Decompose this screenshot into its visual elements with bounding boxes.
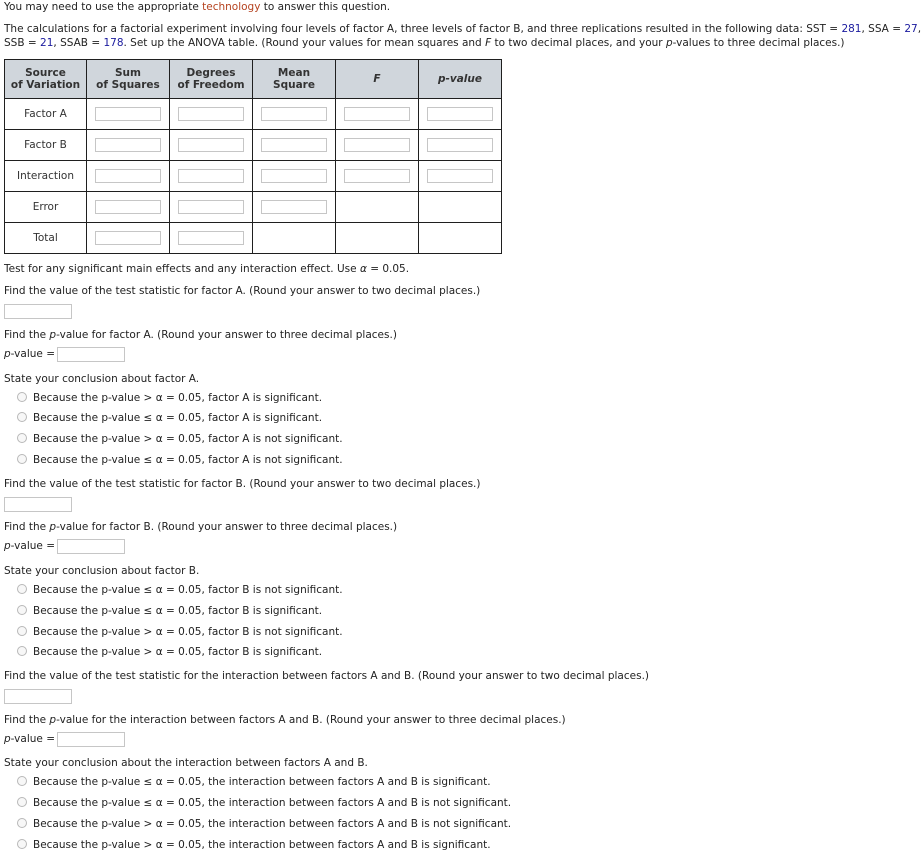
question-p-factor-b [4,521,397,533]
problem-text: . Set up the ANOVA table. (Round your values for mean squares and [123,37,486,49]
alpha-symbol: α [359,263,367,275]
f-factor-b-input[interactable] [344,138,410,152]
question-text: Find the [4,329,50,341]
option-label: Because the p-value > α = 0.05, factor A is not significant. [33,433,343,445]
df-factor-a-input[interactable] [178,107,244,121]
header-source [5,60,87,99]
instruction-text [4,0,390,15]
option-label: Because the p-value ≤ α = 0.05, factor B is not significant. [33,584,343,596]
df-factor-b-input[interactable] [178,138,244,152]
option-label: Because the p-value ≤ α = 0.05, factor B is significant. [33,605,323,617]
radio-option-ab-3[interactable] [17,818,511,831]
question-text: -value for factor A. (Round your answer to three decimal places.) [56,329,397,341]
f-symbol: F [485,37,492,49]
radio-option-a-3[interactable] [17,433,343,446]
header-degrees-of-freedom [170,60,253,99]
p-value-factor-b-input[interactable] [57,539,125,554]
p-value-label [4,733,55,745]
question-stat-factor-a: Find the value of the test statistic for factor A. (Round your answer to two decimal places.) [4,285,481,297]
ss-factor-b-input[interactable] [95,138,161,152]
f-factor-a-input[interactable] [344,107,410,121]
header-line: Source [25,67,66,79]
cell [253,192,336,223]
label-text: -value = [10,540,55,552]
test-text: Test for any significant main effects and any interaction effect. Use [4,263,360,275]
radio-option-ab-1[interactable] [17,776,491,789]
cell [336,161,419,192]
header-line: Square [273,79,315,91]
question-conclusion-factor-a: State your conclusion about factor A. [4,373,200,385]
cell [87,161,170,192]
stat-factor-a-input[interactable] [4,304,72,319]
radio-button[interactable] [17,776,27,786]
question-p-factor-a [4,329,397,341]
stat-interaction-input[interactable] [4,689,72,704]
radio-button[interactable] [17,454,27,464]
problem-text: -values to three decimal places.) [672,37,845,49]
radio-button[interactable] [17,839,27,849]
p-symbol: p [4,733,11,745]
radio-option-a-2[interactable] [17,412,322,425]
ms-factor-b-input[interactable] [261,138,327,152]
cell [419,99,502,130]
anova-header-row [5,60,502,99]
radio-button[interactable] [17,392,27,402]
sst-value: 281 [841,23,862,35]
cell [419,161,502,192]
option-label: Because the p-value ≤ α = 0.05, factor A is not significant. [33,454,343,466]
ms-error-input[interactable] [261,200,327,214]
label-text: -value = [10,733,55,745]
label-text: -value = [10,348,55,360]
header-line: Mean [277,67,311,79]
p-value-factor-a-input[interactable] [57,347,125,362]
radio-button[interactable] [17,412,27,422]
empty-cell [336,192,419,223]
radio-button[interactable] [17,584,27,594]
radio-option-a-4[interactable] [17,454,343,467]
radio-button[interactable] [17,605,27,615]
option-label: Because the p-value ≤ α = 0.05, the interaction between factors A and B is significant. [33,776,491,788]
cell [87,192,170,223]
p-symbol: p [4,348,11,360]
cell [253,130,336,161]
df-interaction-input[interactable] [178,169,244,183]
ssa-value: 27 [904,23,918,35]
cell [170,161,253,192]
option-label: Because the p-value ≤ α = 0.05, the interaction between factors A and B is not significant. [33,797,512,809]
option-label: Because the p-value > α = 0.05, factor B is not significant. [33,626,343,638]
problem-text: , SSA = [861,23,905,35]
ms-interaction-input[interactable] [261,169,327,183]
instruction-suffix: to answer this question. [260,1,391,13]
f-interaction-input[interactable] [344,169,410,183]
row-label: Interaction [5,161,87,192]
row-label: Factor B [5,130,87,161]
option-label: Because the p-value > α = 0.05, the interaction between factors A and B is not significant. [33,818,512,830]
cell [87,130,170,161]
header-line: Degrees [186,67,236,79]
ss-total-input[interactable] [95,231,161,245]
cell [253,99,336,130]
p-symbol: p [49,714,57,726]
table-row-interaction [5,161,502,192]
ss-error-input[interactable] [95,200,161,214]
test-instruction [4,263,409,275]
df-error-input[interactable] [178,200,244,214]
cell [170,130,253,161]
header-line: p-value [438,73,482,85]
alpha-value: = 0.05. [366,263,410,275]
p-symbol: p [4,540,11,552]
header-line: of Variation [10,79,81,91]
header-sum-of-squares [87,60,170,99]
option-label: Because the p-value > α = 0.05, the interaction between factors A and B is significant. [33,839,491,851]
radio-button[interactable] [17,433,27,443]
row-label: Factor A [5,99,87,130]
header-line: Sum [115,67,141,79]
radio-button[interactable] [17,797,27,807]
p-symbol: p [665,37,673,49]
radio-option-b-3[interactable] [17,626,343,639]
problem-statement-line1 [4,22,921,37]
p-factor-a-input[interactable] [427,107,493,121]
radio-option-b-2[interactable] [17,605,322,618]
empty-cell [253,223,336,254]
instruction-prefix: You may need to use the appropriate [4,1,203,13]
ss-factor-a-input[interactable] [95,107,161,121]
radio-option-b-4[interactable] [17,646,322,659]
question-text: Find the [4,521,50,533]
header-f [336,60,419,99]
stat-factor-b-input[interactable] [4,497,72,512]
cell [87,223,170,254]
cell [170,99,253,130]
p-symbol: p [49,329,57,341]
anova-table [4,59,502,254]
radio-button[interactable] [17,626,27,636]
row-label: Total [5,223,87,254]
ss-interaction-input[interactable] [95,169,161,183]
header-p-value [419,60,502,99]
table-row-total [5,223,502,254]
question-text: -value for factor B. (Round your answer to three decimal places.) [56,521,398,533]
p-symbol: p [49,521,57,533]
question-text: Find the [4,714,50,726]
header-line: of Freedom [177,79,245,91]
cell [253,161,336,192]
problem-statement-line2 [4,36,845,51]
problem-text: , [917,23,921,35]
question-p-interaction [4,714,566,726]
question-stat-factor-b: Find the value of the test statistic for factor B. (Round your answer to two decimal places.) [4,478,481,490]
empty-cell [419,192,502,223]
table-row-factor-a [5,99,502,130]
cell [336,99,419,130]
table-row-factor-b [5,130,502,161]
problem-text: , SSAB = [53,37,104,49]
option-label: Because the p-value ≤ α = 0.05, factor A is significant. [33,412,323,424]
p-interaction-input[interactable] [427,169,493,183]
row-label: Error [5,192,87,223]
question-conclusion-factor-b: State your conclusion about factor B. [4,565,200,577]
header-line: F [373,73,381,85]
problem-text: The calculations for a factorial experiment involving four levels of factor A, three levels of factor B, and three replications resulted in the following data: SST = [4,23,842,35]
radio-option-ab-2[interactable] [17,797,511,810]
header-mean-square [253,60,336,99]
radio-option-b-1[interactable] [17,584,343,597]
empty-cell [336,223,419,254]
header-line: of Squares [96,79,160,91]
option-label: Because the p-value > α = 0.05, factor B is significant. [33,646,323,658]
p-value-label [4,348,55,360]
cell [87,99,170,130]
cell [170,223,253,254]
radio-option-a-1[interactable] [17,392,322,405]
problem-text: SSB = [4,37,41,49]
technology-link[interactable]: technology [202,1,261,13]
df-total-input[interactable] [178,231,244,245]
radio-button[interactable] [17,646,27,656]
p-factor-b-input[interactable] [427,138,493,152]
radio-button[interactable] [17,818,27,828]
cell [419,130,502,161]
empty-cell [419,223,502,254]
ssab-value: 178 [103,37,124,49]
question-text: -value for the interaction between factors A and B. (Round your answer to three decimal places.) [56,714,566,726]
ms-factor-a-input[interactable] [261,107,327,121]
option-label: Because the p-value > α = 0.05, factor A is significant. [33,392,323,404]
question-conclusion-interaction: State your conclusion about the interaction between factors A and B. [4,757,368,769]
ssb-value: 21 [40,37,54,49]
table-row-error [5,192,502,223]
problem-text: to two decimal places, and your [491,37,666,49]
p-value-label [4,540,55,552]
cell [336,130,419,161]
p-value-interaction-input[interactable] [57,732,125,747]
question-stat-interaction: Find the value of the test statistic for the interaction between factors A and B. (Round your answer to two decimal places.) [4,670,650,682]
cell [170,192,253,223]
radio-option-ab-4[interactable] [17,839,491,852]
